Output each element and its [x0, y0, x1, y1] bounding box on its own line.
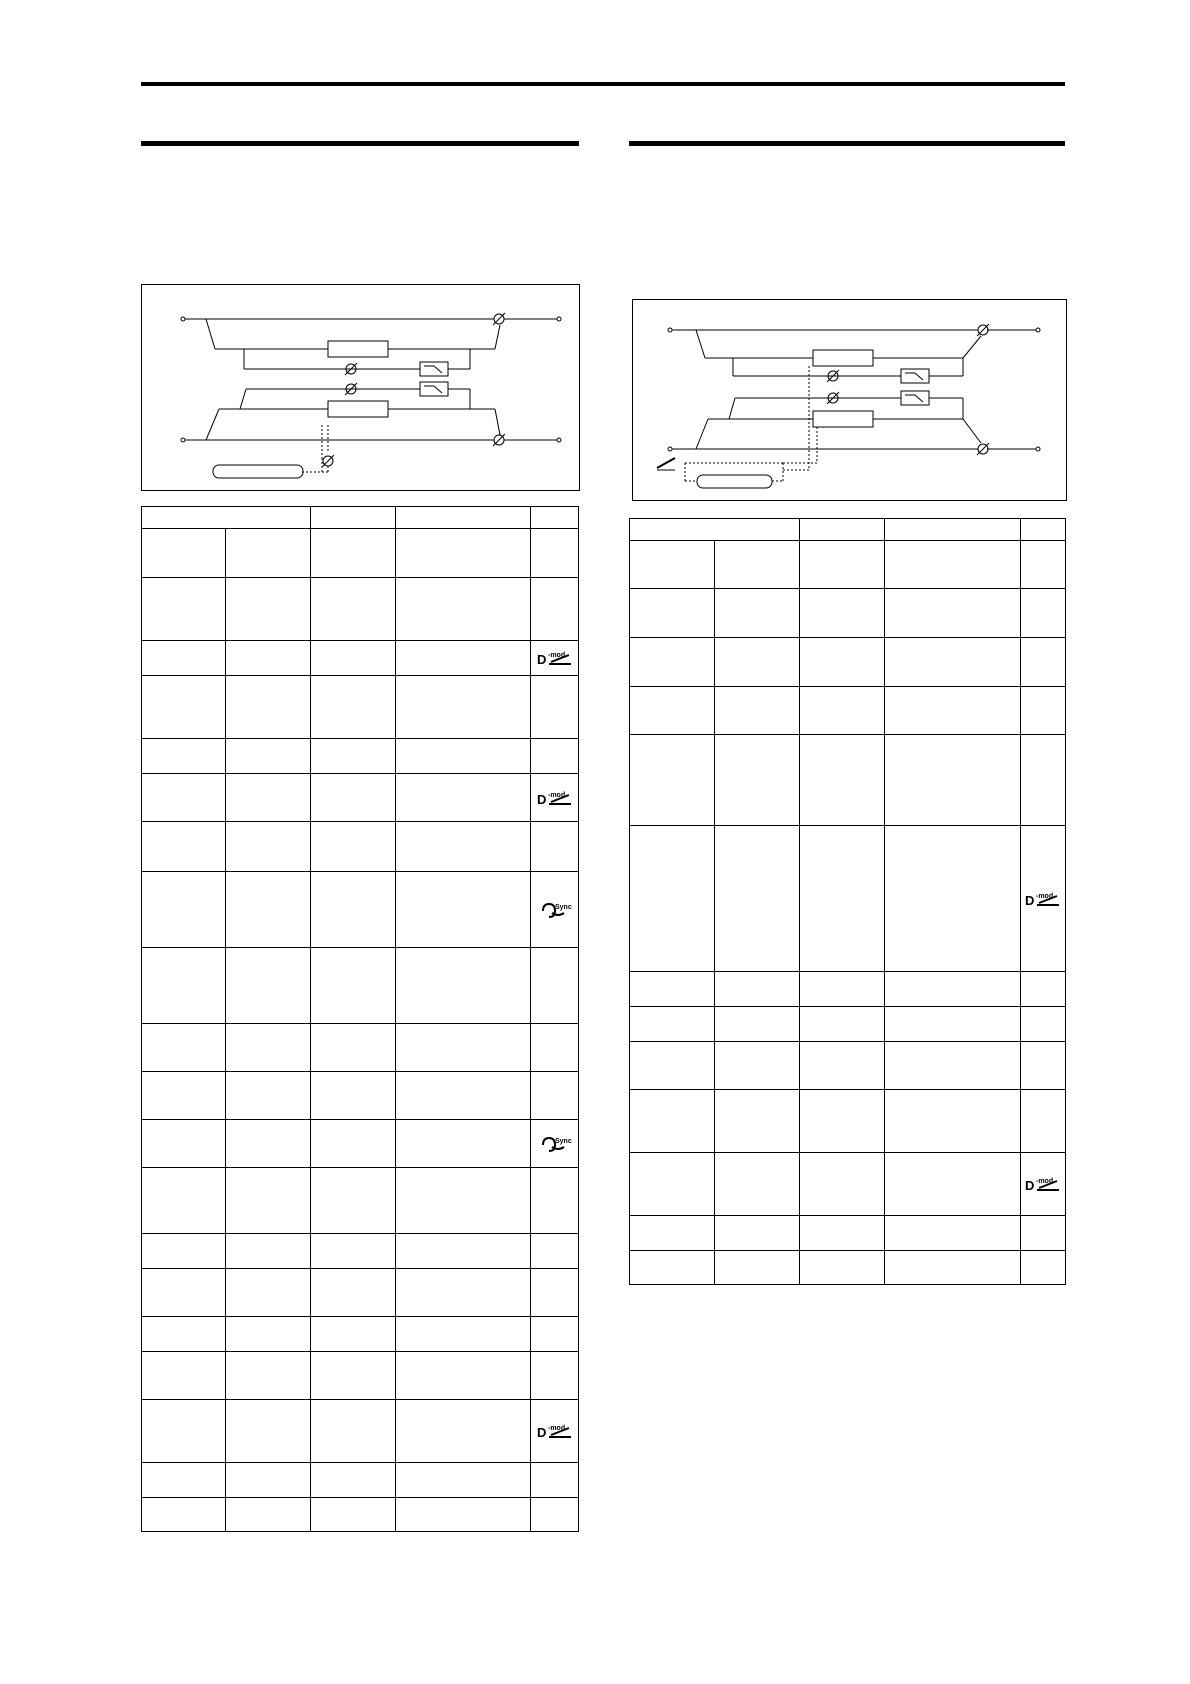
right-section-rule [629, 141, 1065, 146]
left-table-cell [531, 1072, 579, 1120]
right-table-row [630, 1251, 1066, 1285]
left-table-cell [142, 1168, 226, 1234]
left-table-cell [311, 1352, 396, 1400]
left-delay-block-l [328, 341, 388, 357]
right-input-l-terminal [668, 328, 672, 332]
right-table-cell [715, 1216, 800, 1251]
left-table-cell [396, 1498, 531, 1532]
right-table-cell [715, 1153, 800, 1216]
right-table-cell [1021, 1007, 1066, 1042]
left-table-cell [531, 578, 579, 641]
right-table-cell [630, 638, 715, 687]
left-filter-block-r [420, 382, 448, 396]
left-table-cell [531, 739, 579, 774]
left-table-cell [531, 1400, 579, 1463]
left-header-cell [531, 507, 579, 529]
right-table-cell [1021, 735, 1066, 826]
right-table-cell [715, 735, 800, 826]
dmod-icon [531, 650, 578, 666]
left-table-cell [531, 1498, 579, 1532]
right-table-cell [715, 638, 800, 687]
left-diagram-drawing [142, 285, 579, 490]
left-delay-block-r [328, 401, 388, 417]
left-table-cell [396, 578, 531, 641]
left-output-r-terminal [557, 438, 561, 442]
left-table-cell [226, 774, 311, 822]
left-table-cell [142, 739, 226, 774]
left-table-cell [226, 872, 311, 948]
left-header-cell [142, 507, 311, 529]
left-table-cell [311, 676, 396, 739]
right-table-cell [630, 1251, 715, 1285]
right-table-cell [885, 1153, 1021, 1216]
svg-text:-mod: -mod [1036, 892, 1054, 900]
right-table-cell [1021, 589, 1066, 638]
left-table-cell [142, 1234, 226, 1269]
right-table-cell [1021, 1216, 1066, 1251]
left-table-cell [142, 948, 226, 1024]
left-table-cell [531, 774, 579, 822]
left-table-cell [226, 1168, 311, 1234]
left-table-cell [396, 1168, 531, 1234]
svg-text:D: D [1025, 892, 1035, 908]
left-table-cell [142, 1120, 226, 1168]
left-table-cell [311, 1234, 396, 1269]
right-input-pen-icon [657, 458, 675, 470]
left-table-cell [142, 1072, 226, 1120]
right-table-cell [1021, 1153, 1066, 1216]
left-lfo-block [213, 465, 303, 478]
left-table-cell [311, 1498, 396, 1532]
left-table-row [142, 1072, 579, 1120]
left-table-row [142, 1269, 579, 1317]
right-table-cell [630, 826, 715, 972]
left-table-cell [531, 1168, 579, 1234]
left-table-cell [226, 1234, 311, 1269]
left-table-cell [531, 641, 579, 676]
page-header-rule [141, 82, 1065, 86]
left-output-l-terminal [557, 317, 561, 321]
left-table-cell [531, 676, 579, 739]
left-table-cell [311, 739, 396, 774]
svg-text:Sync: Sync [554, 903, 572, 911]
left-table-cell [396, 1120, 531, 1168]
dmod-icon [1021, 891, 1065, 907]
right-table-cell [1021, 1251, 1066, 1285]
left-table-row [142, 529, 579, 578]
left-table-cell [226, 1269, 311, 1317]
right-table-cell [800, 687, 885, 735]
right-filter-block-r [901, 391, 929, 405]
right-input-r-terminal [668, 447, 672, 451]
left-table-cell [226, 1024, 311, 1072]
right-table-cell [885, 1216, 1021, 1251]
svg-text:D: D [536, 1425, 546, 1440]
right-table-cell [1021, 826, 1066, 972]
left-table-cell [531, 1352, 579, 1400]
svg-text:-mod: -mod [547, 1425, 565, 1432]
left-table-cell [226, 641, 311, 676]
left-table-cell [531, 1463, 579, 1498]
right-table-cell [800, 735, 885, 826]
right-table-cell [1021, 1042, 1066, 1090]
right-table-row [630, 1042, 1066, 1090]
left-table-cell [396, 1234, 531, 1269]
right-table-row [630, 826, 1066, 972]
right-table-cell [800, 541, 885, 589]
left-table-cell [396, 676, 531, 739]
dmod-icon [531, 790, 578, 806]
right-table-cell [715, 972, 800, 1007]
right-table-cell [630, 589, 715, 638]
right-table-cell [630, 687, 715, 735]
left-table-row [142, 1352, 579, 1400]
right-table-cell [885, 687, 1021, 735]
right-table-cell [630, 1007, 715, 1042]
right-table-row [630, 1216, 1066, 1251]
left-table-cell [396, 739, 531, 774]
right-table-row [630, 541, 1066, 589]
left-table-cell [226, 1072, 311, 1120]
left-filter-block-l [420, 362, 448, 376]
left-table-cell [311, 872, 396, 948]
right-envelope-block [697, 475, 772, 488]
right-table-cell [800, 826, 885, 972]
right-table-cell [1021, 541, 1066, 589]
right-delay-block-l [813, 350, 873, 366]
left-table-cell [142, 1400, 226, 1463]
right-table-cell [800, 972, 885, 1007]
right-table-cell [1021, 1090, 1066, 1153]
left-table-cell [311, 641, 396, 676]
right-table-cell [1021, 638, 1066, 687]
svg-text:D: D [1025, 1178, 1035, 1193]
right-table-cell [885, 826, 1021, 972]
right-table-cell [885, 1007, 1021, 1042]
left-table-cell [142, 774, 226, 822]
right-table-row [630, 1090, 1066, 1153]
left-table-row [142, 1168, 579, 1234]
right-table-cell [715, 1007, 800, 1042]
left-table-row [142, 1498, 579, 1532]
right-table-cell [800, 1251, 885, 1285]
right-table-cell [885, 1251, 1021, 1285]
right-table-cell [1021, 972, 1066, 1007]
right-diagram-drawing [633, 300, 1066, 500]
left-table-cell [396, 1024, 531, 1072]
left-table-row [142, 872, 579, 948]
right-output-l-terminal [1036, 328, 1040, 332]
left-table-cell [142, 872, 226, 948]
right-header-cell [885, 519, 1021, 541]
dmod-icon [531, 1423, 578, 1439]
left-table-row [142, 1463, 579, 1498]
right-table-row [630, 735, 1066, 826]
sync-icon [531, 1135, 578, 1153]
right-delay-block-r [813, 411, 873, 427]
left-table-cell [311, 1024, 396, 1072]
left-table-cell [142, 529, 226, 578]
left-input-r-terminal [181, 438, 185, 442]
svg-text:-mod: -mod [547, 652, 565, 659]
svg-text:D: D [536, 652, 546, 667]
left-header-cell [311, 507, 396, 529]
right-table-cell [630, 1042, 715, 1090]
left-table-cell [311, 1400, 396, 1463]
left-table-cell [396, 1463, 531, 1498]
left-section-rule [141, 141, 579, 146]
left-table-cell [311, 1463, 396, 1498]
left-table-cell [396, 529, 531, 578]
left-table-cell [226, 1317, 311, 1352]
right-table-cell [885, 541, 1021, 589]
right-table-cell [885, 589, 1021, 638]
right-table-row [630, 638, 1066, 687]
right-table-row [630, 687, 1066, 735]
left-table-cell [142, 1463, 226, 1498]
left-table-cell [142, 676, 226, 739]
left-table-cell [311, 578, 396, 641]
right-table-cell [630, 1216, 715, 1251]
left-table-cell [142, 822, 226, 872]
left-table-row [142, 1120, 579, 1168]
left-table-cell [226, 948, 311, 1024]
left-table-cell [142, 578, 226, 641]
left-table-row [142, 822, 579, 872]
left-table-cell [226, 1498, 311, 1532]
right-table-cell [800, 1216, 885, 1251]
right-table-cell [715, 1042, 800, 1090]
left-table-cell [142, 1269, 226, 1317]
left-table-cell [396, 641, 531, 676]
left-table-cell [311, 774, 396, 822]
left-table-cell [311, 822, 396, 872]
left-table-cell [531, 529, 579, 578]
left-table-cell [142, 1352, 226, 1400]
right-table-cell [630, 541, 715, 589]
right-header-cell [1021, 519, 1066, 541]
right-table-cell [715, 687, 800, 735]
right-table-cell [715, 589, 800, 638]
left-table-header-row [142, 507, 579, 529]
sync-icon [531, 901, 578, 919]
right-table-cell [885, 972, 1021, 1007]
left-input-l-terminal [181, 317, 185, 321]
dmod-icon [1021, 1176, 1065, 1192]
left-table-cell [396, 822, 531, 872]
right-table-cell [715, 826, 800, 972]
left-table-cell [226, 578, 311, 641]
svg-text:-mod: -mod [1036, 1178, 1054, 1185]
svg-text:D: D [536, 791, 546, 807]
left-table-cell [142, 641, 226, 676]
left-table-row [142, 1234, 579, 1269]
right-table-cell [630, 1090, 715, 1153]
left-table-cell [396, 1400, 531, 1463]
left-table-cell [396, 774, 531, 822]
left-table-row [142, 676, 579, 739]
right-table-cell [885, 735, 1021, 826]
right-table-cell [800, 638, 885, 687]
left-table-cell [226, 822, 311, 872]
left-table-cell [226, 1400, 311, 1463]
right-table-cell [800, 589, 885, 638]
left-table-cell [396, 1269, 531, 1317]
left-table-row [142, 774, 579, 822]
left-table-cell [531, 1317, 579, 1352]
left-table-row [142, 948, 579, 1024]
right-table-row [630, 589, 1066, 638]
left-table-row [142, 641, 579, 676]
left-table-cell [531, 1269, 579, 1317]
svg-text:-mod: -mod [547, 791, 565, 799]
right-table-cell [715, 1090, 800, 1153]
left-table-cell [311, 1269, 396, 1317]
left-parameter-table [141, 506, 579, 1532]
right-header-cell [800, 519, 885, 541]
right-table-cell [800, 1007, 885, 1042]
left-table-cell [531, 822, 579, 872]
left-table-cell [226, 676, 311, 739]
right-table-cell [715, 1251, 800, 1285]
right-table-cell [630, 1153, 715, 1216]
left-table-cell [142, 1498, 226, 1532]
left-table-cell [531, 1234, 579, 1269]
left-table-cell [311, 948, 396, 1024]
left-table-cell [311, 529, 396, 578]
right-table-cell [800, 1090, 885, 1153]
left-table-row [142, 739, 579, 774]
svg-text:Sync: Sync [554, 1137, 572, 1145]
left-table-cell [142, 1317, 226, 1352]
left-table-cell [226, 1120, 311, 1168]
left-table-cell [311, 1168, 396, 1234]
right-block-diagram [632, 299, 1067, 501]
right-table-row [630, 1153, 1066, 1216]
left-table-cell [226, 529, 311, 578]
left-table-cell [531, 1024, 579, 1072]
left-table-cell [311, 1120, 396, 1168]
right-table-row [630, 972, 1066, 1007]
left-table-cell [531, 1120, 579, 1168]
left-table-cell [311, 1317, 396, 1352]
left-table-cell [311, 1072, 396, 1120]
left-table-row [142, 578, 579, 641]
left-table-cell [226, 1352, 311, 1400]
right-output-r-terminal [1036, 447, 1040, 451]
right-header-cell [630, 519, 800, 541]
left-table-cell [531, 948, 579, 1024]
right-table-cell [800, 1153, 885, 1216]
left-table-row [142, 1317, 579, 1352]
right-table-row [630, 1007, 1066, 1042]
right-table-cell [885, 638, 1021, 687]
left-table-cell [396, 872, 531, 948]
left-table-cell [396, 1072, 531, 1120]
right-filter-block-l [901, 369, 929, 383]
right-table-cell [800, 1042, 885, 1090]
left-table-cell [142, 1024, 226, 1072]
right-table-cell [885, 1090, 1021, 1153]
right-table-cell [630, 735, 715, 826]
left-block-diagram [141, 284, 580, 491]
left-table-cell [396, 948, 531, 1024]
left-table-row [142, 1024, 579, 1072]
right-table-header-row [630, 519, 1066, 541]
left-table-row [142, 1400, 579, 1463]
left-table-cell [396, 1352, 531, 1400]
right-table-cell [1021, 687, 1066, 735]
left-table-cell [531, 872, 579, 948]
right-table-cell [885, 1042, 1021, 1090]
right-parameter-table [629, 518, 1066, 1285]
left-table-cell [226, 739, 311, 774]
right-table-cell [715, 541, 800, 589]
right-table-cell [630, 972, 715, 1007]
left-table-cell [396, 1317, 531, 1352]
left-header-cell [396, 507, 531, 529]
left-table-cell [226, 1463, 311, 1498]
